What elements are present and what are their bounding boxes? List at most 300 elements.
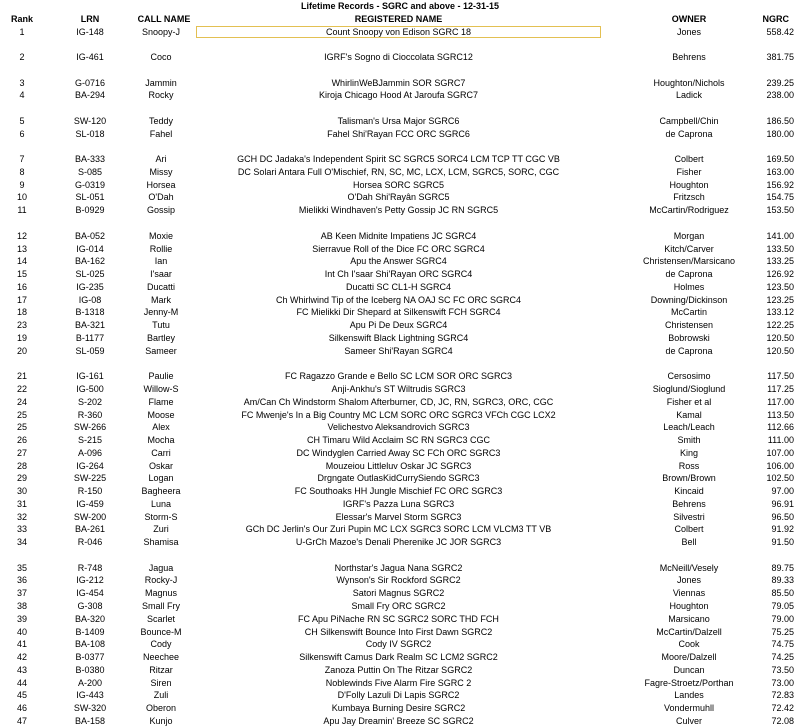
rank-cell[interactable]: 19 [16,332,27,343]
rank-cell[interactable]: 27 [16,447,27,458]
call-name-cell[interactable]: Kunjo [149,715,173,726]
call-name-cell[interactable]: Scarlet [146,613,175,624]
rank-cell[interactable]: 45 [16,690,27,701]
call-name-cell[interactable]: Storm-S [144,511,178,522]
call-name-cell[interactable]: I'saar [150,269,172,280]
lrn-cell[interactable]: SL-018 [75,128,105,139]
owner-cell[interactable]: Duncan [673,664,705,675]
registered-name-cell[interactable]: IGRF's Sogno di Cioccolata SGRC12 [324,52,473,63]
ngrc-cell[interactable]: 72.42 [771,703,794,714]
rank-cell[interactable]: 23 [16,320,27,331]
lrn-cell[interactable]: IG-161 [76,371,104,382]
call-name-cell[interactable]: Alex [152,422,170,433]
lrn-cell[interactable]: IG-454 [76,588,104,599]
ngrc-cell[interactable]: 180.00 [766,128,794,139]
owner-cell[interactable]: Fisher et al [666,396,712,407]
rank-cell[interactable]: 35 [16,562,27,573]
ngrc-cell[interactable]: 133.25 [766,256,794,267]
owner-cell[interactable]: Vondermuhll [663,703,715,714]
call-name-cell[interactable]: Missy [149,166,173,177]
record-row [0,677,800,690]
call-name-cell[interactable]: Small Fry [142,600,180,611]
ngrc-cell[interactable]: 74.75 [771,639,794,650]
lrn-cell[interactable]: IG-148 [76,26,104,37]
call-name-cell[interactable]: Mocha [147,435,175,446]
registered-name-cell[interactable]: O'Dah Shi'Rayân SGRC5 [347,192,450,203]
registered-name-cell[interactable]: Mouzeiou Littleluv Oskar JC SGRC3 [325,460,472,471]
rank-cell[interactable]: 39 [16,613,27,624]
owner-cell[interactable]: Jones [676,26,702,37]
owner-cell[interactable]: Houghton/Nichols [653,77,725,88]
call-name-cell[interactable]: Ari [155,154,167,165]
registered-name-cell[interactable]: Velichestvo Aleksandrovich SGRC3 [327,422,470,433]
ngrc-cell[interactable]: 75.25 [771,626,794,637]
ngrc-cell[interactable]: 117.50 [767,371,794,382]
lrn-cell[interactable]: BA-321 [74,320,106,331]
owner-cell[interactable]: McCartin/Dalzell [656,626,722,637]
owner-cell[interactable]: Campbell/Chin [659,115,719,126]
owner-cell[interactable]: Ladick [675,90,702,101]
call-name-cell[interactable]: Jammin [145,77,177,88]
rank-cell[interactable]: 32 [16,511,27,522]
ngrc-cell[interactable]: 89.33 [771,575,794,586]
owner-cell[interactable]: de Caprona [665,269,713,280]
lrn-cell[interactable]: SL-051 [75,192,105,203]
lrn-cell[interactable]: S-215 [77,435,103,446]
lrn-cell[interactable]: BA-333 [74,154,106,165]
registered-name-cell[interactable]: DC Solari Antara Full O'Mischief, RN, SC, MC, LCX, LCM, SGRC5, SORC, CGC [237,166,560,177]
call-name-cell[interactable]: Zuri [153,524,169,535]
owner-cell[interactable]: Culver [675,715,702,726]
owner-cell[interactable]: Fisher [676,166,702,177]
registered-name-cell[interactable]: Noblewinds Five Alarm Fire SGRC 2 [325,677,472,688]
owner-cell[interactable]: Behrens [672,498,706,509]
rank-cell[interactable]: 6 [19,128,25,139]
rank-cell[interactable]: 33 [16,524,27,535]
owner-cell[interactable]: Kitch/Carver [664,243,714,254]
ngrc-cell[interactable]: 111.00 [767,435,794,446]
lrn-cell[interactable]: BA-261 [74,524,106,535]
ngrc-cell[interactable]: 122.25 [766,320,794,331]
rank-cell[interactable]: 9 [19,179,25,190]
owner-cell[interactable]: Jones [676,575,702,586]
ngrc-cell[interactable]: 156.92 [766,179,794,190]
ngrc-cell[interactable]: 106.00 [766,460,794,471]
registered-name-cell[interactable]: Talisman's Ursa Major SGRC6 [337,115,460,126]
registered-name-cell[interactable]: Int Ch I'saar Shi'Rayan ORC SGRC4 [324,269,473,280]
rank-cell[interactable]: 25 [16,422,27,433]
ngrc-cell[interactable]: 72.08 [771,715,794,726]
lrn-cell[interactable]: B-0929 [75,205,105,216]
ngrc-cell[interactable]: 169.50 [766,154,794,165]
registered-name-cell[interactable]: Ch Whirlwind Tip of the Iceberg NA OAJ SC FC ORC SGRC4 [275,294,522,305]
call-name-cell[interactable]: Siren [150,677,172,688]
lrn-cell[interactable]: SW-266 [73,422,107,433]
owner-cell[interactable]: Christensen [664,320,714,331]
owner-cell[interactable]: Holmes [673,281,705,292]
owner-cell[interactable]: Viennas [672,588,706,599]
call-name-cell[interactable]: Fahel [149,128,173,139]
owner-cell[interactable]: Sioglund/Sioglund [652,383,726,394]
registered-name-cell[interactable]: FC Ragazzo Grande e Bello SC LCM SOR ORC SGRC3 [284,371,513,382]
owner-cell[interactable]: Morgan [673,230,705,241]
ngrc-cell[interactable]: 112.66 [767,422,794,433]
lrn-cell[interactable]: B-1177 [75,332,105,343]
ngrc-column-header: NGRC [762,13,789,24]
registered-name-cell[interactable]: Silkenswift Black Lightning SGRC4 [328,332,469,343]
registered-name-cell[interactable]: Fahel Shi'Rayan FCC ORC SGRC6 [327,128,470,139]
rank-cell[interactable]: 30 [16,486,27,497]
rank-cell[interactable]: 1 [19,26,25,37]
ngrc-cell[interactable]: 238.00 [766,90,794,101]
owner-cell[interactable]: Christensen/Marsicano [642,256,736,267]
rank-cell[interactable]: 38 [16,600,27,611]
sheet-title: Lifetime Records - SGRC and above - 12-31-15 [300,1,500,11]
rank-cell[interactable]: 25 [16,409,27,420]
lrn-cell[interactable]: IG-235 [76,281,104,292]
ngrc-cell[interactable]: 117.00 [767,396,794,407]
call-name-cell[interactable]: Magnus [144,588,178,599]
record-row [0,409,800,422]
rank-cell[interactable]: 5 [19,115,25,126]
registered-name-cell[interactable]: Ducatti SC CL1-H SGRC4 [345,281,452,292]
rank-cell[interactable]: 10 [16,192,27,203]
record-row [0,626,800,639]
lrn-cell[interactable]: BA-320 [74,613,106,624]
registered-name-cell[interactable]: Apu Jay Dreamin' Breeze SC SGRC2 [323,715,474,726]
ngrc-cell[interactable]: 163.00 [766,166,794,177]
registered-name-cell[interactable]: U-GrCh Mazoe's Denali Pherenike JC JOR SGRC3 [295,537,502,548]
lrn-cell[interactable]: IG-500 [76,383,104,394]
rank-cell[interactable]: 17 [16,294,27,305]
record-row [0,294,800,307]
ngrc-cell[interactable]: 91.50 [771,537,794,548]
call-name-cell[interactable]: Sameer [145,345,177,356]
rank-cell[interactable]: 4 [19,90,25,101]
ngrc-cell[interactable]: 79.00 [771,613,794,624]
owner-cell[interactable]: de Caprona [665,345,713,356]
lrn-cell[interactable]: R-046 [77,537,103,548]
registered-name-cell[interactable]: Wynson's Sir Rockford SGRC2 [336,575,461,586]
registered-name-cell[interactable]: Horsea SORC SGRC5 [352,179,445,190]
call-name-cell[interactable]: Paulie [148,371,174,382]
call-name-cell[interactable]: Bartley [146,332,175,343]
lrn-cell[interactable]: R-150 [77,486,103,497]
owner-cell[interactable]: Smith [677,435,701,446]
lrn-cell[interactable]: S-085 [77,166,103,177]
owner-cell[interactable]: Ross [678,460,700,471]
call-name-cell[interactable]: Moxie [148,230,173,241]
ngrc-cell[interactable]: 102.50 [766,473,794,484]
ngrc-cell[interactable]: 186.50 [766,115,794,126]
ngrc-cell[interactable]: 558.42 [766,26,794,37]
lrn-cell[interactable]: BA-052 [74,230,106,241]
lrn-cell[interactable]: G-308 [77,600,103,611]
registered-name-cell[interactable]: WhirlinWeBJammin SOR SGRC7 [331,77,466,88]
rank-cell[interactable]: 36 [16,575,27,586]
registered-name-cell[interactable]: GCh DC Jerlin's Our Zuri Pupin MC LCX SGRC3 SORC LCM VLCM3 TT VB [245,524,552,535]
registered-name-cell[interactable]: Small Fry ORC SGRC2 [351,600,446,611]
rank-cell[interactable]: 11 [17,205,27,216]
rank-cell[interactable]: 16 [16,281,27,292]
registered-name-cell[interactable]: Drgngate OutlasKidCurrySiendo SGRC3 [317,473,480,484]
call-name-cell[interactable]: Willow-S [143,383,179,394]
rank-cell[interactable]: 42 [16,652,27,663]
owner-cell[interactable]: Fritzsch [673,192,705,203]
registered-name-cell[interactable]: Apu the Answer SGRC4 [350,256,447,267]
lrn-cell[interactable]: B-1318 [75,307,105,318]
owner-cell[interactable]: Colbert [674,154,704,165]
call-name-cell[interactable]: O'Dah [148,192,174,203]
rank-cell[interactable]: 34 [16,537,27,548]
owner-cell[interactable]: McNeill/Vesely [659,562,719,573]
call-name-cell[interactable]: Flame [148,396,174,407]
rank-cell[interactable]: 20 [16,345,27,356]
lrn-cell[interactable]: IG-459 [76,498,104,509]
rank-cell[interactable]: 31 [16,498,27,509]
ngrc-cell[interactable]: 72.83 [771,690,794,701]
lrn-cell[interactable]: IG-461 [76,52,104,63]
ngrc-cell[interactable]: 120.50 [766,332,794,343]
call-name-cell[interactable]: Rollie [149,243,173,254]
lrn-cell[interactable]: BA-158 [74,715,106,726]
rank-cell[interactable]: 44 [16,677,27,688]
owner-cell[interactable]: Silvestri [673,511,705,522]
lrn-cell[interactable]: G-0716 [74,77,106,88]
lrn-cell[interactable]: IG-014 [76,243,104,254]
blank-row [0,140,800,153]
ngrc-cell[interactable]: 97.00 [771,486,794,497]
call-name-cell[interactable]: Coco [150,52,172,63]
rank-cell[interactable]: 13 [16,243,27,254]
owner-cell[interactable]: McCartin [670,307,707,318]
lrn-cell[interactable]: B-1409 [75,626,105,637]
owner-cell[interactable]: Bobrowski [668,332,710,343]
call-name-cell[interactable]: Rocky-J [144,575,178,586]
call-name-cell[interactable]: Horsea [146,179,176,190]
ngrc-cell[interactable]: 239.25 [766,77,794,88]
ngrc-cell[interactable]: 126.92 [766,269,794,280]
owner-cell[interactable]: Brown/Brown [662,473,716,484]
call-name-cell[interactable]: Bagheera [141,486,181,497]
call-name-cell[interactable]: Gossip [146,205,175,216]
rank-cell[interactable]: 26 [16,435,27,446]
owner-cell[interactable]: Kamal [676,409,702,420]
record-row [0,460,800,473]
ngrc-cell[interactable]: 85.50 [771,588,794,599]
rank-cell[interactable]: 37 [16,588,27,599]
registered-name-cell[interactable]: Anji-Ankhu's ST Wiltrudis SGRC3 [331,383,466,394]
ngrc-cell[interactable]: 154.75 [766,192,794,203]
registered-name-cell[interactable]: D'Folly Lazuli Di Lapis SGRC2 [337,690,460,701]
ngrc-cell[interactable]: 91.92 [771,524,794,535]
call-name-cell[interactable]: Ritzar [149,664,173,675]
ngrc-cell[interactable]: 96.50 [771,511,794,522]
call-name-cell[interactable]: Jenny-M [143,307,179,318]
lrn-cell[interactable]: A-200 [77,677,103,688]
lrn-cell[interactable]: R-748 [77,562,103,573]
registered-name-cell[interactable]: CH Silkenswift Bounce Into First Dawn SGRC2 [304,626,493,637]
ngrc-cell[interactable]: 381.75 [766,52,794,63]
owner-cell[interactable]: King [679,447,698,458]
registered-name-cell[interactable]: Zanoza Puttin On The Ritzar SGRC2 [324,664,473,675]
registered-name-cell[interactable]: DC Windyglen Carried Away SC FCh ORC SGRC3 [296,447,501,458]
owner-cell[interactable]: Marsicano [668,613,710,624]
registered-name-cell[interactable]: FC Apu PiNache RN SC SGRC2 SORC THD FCH [298,613,499,624]
call-name-cell[interactable]: Cody [150,639,172,650]
lrn-cell[interactable]: BA-162 [74,256,106,267]
call-name-cell[interactable]: Snoopy-J [141,26,181,37]
registered-name-cell[interactable]: Northstar's Jagua Nana SGRC2 [334,562,463,573]
owner-cell[interactable]: Bell [681,537,697,548]
registered-name-cell[interactable]: Satori Magnus SGRC2 [352,588,445,599]
call-name-cell[interactable]: Oskar [148,460,173,471]
ngrc-cell[interactable]: 73.00 [771,677,794,688]
call-name-cell[interactable]: Neechee [142,652,180,663]
ngrc-cell[interactable]: 141.00 [766,230,794,241]
ngrc-cell[interactable]: 79.05 [771,600,794,611]
ngrc-cell[interactable]: 89.75 [771,562,794,573]
lrn-cell[interactable]: SW-200 [73,511,107,522]
lrn-cell[interactable]: IG-08 [78,294,102,305]
registered-name-cell[interactable]: FC Southoaks HH Jungle Mischief FC ORC SGRC3 [294,486,503,497]
owner-cell[interactable]: Cersosimo [667,371,711,382]
ngrc-cell[interactable]: 117.25 [767,383,794,394]
owner-cell[interactable]: Moore/Dalzell [661,652,717,663]
ngrc-cell[interactable]: 153.50 [766,205,794,216]
registered-name-cell[interactable]: Sameer Shi'Rayan SGRC4 [344,345,453,356]
owner-cell[interactable]: Kincaid [674,486,704,497]
rank-cell[interactable]: 8 [19,166,25,177]
call-name-cell[interactable]: Zuli [153,690,169,701]
registered-name-cell[interactable]: CH Timaru Wild Acclaim SC RN SGRC3 CGC [306,435,491,446]
lrn-cell[interactable]: IG-443 [76,690,104,701]
owner-cell[interactable]: Cook [678,639,700,650]
lrn-cell[interactable]: SL-059 [75,345,105,356]
rank-cell[interactable]: 46 [16,703,27,714]
owner-cell[interactable]: McCartin/Rodriguez [649,205,729,216]
owner-cell[interactable]: Landes [674,690,704,701]
lrn-cell[interactable]: IG-212 [76,575,104,586]
record-row [0,77,800,90]
rank-cell[interactable]: 7 [19,154,25,165]
record-row [0,89,800,102]
registered-name-cell[interactable]: Elessar's Marvel Storm SGRC3 [335,511,462,522]
record-row [0,166,800,179]
rank-cell[interactable]: 47 [16,715,27,726]
call-name-cell[interactable]: Rocky [148,90,174,101]
rank-cell[interactable]: 22 [16,383,27,394]
call-name-cell[interactable]: Bounce-M [140,626,182,637]
rank-cell[interactable]: 14 [16,256,27,267]
owner-cell[interactable]: Behrens [672,52,706,63]
owner-cell[interactable]: de Caprona [665,128,713,139]
registered-name-cell[interactable]: Apu Pi De Deux SGRC4 [349,320,448,331]
ngrc-cell[interactable]: 73.50 [771,664,794,675]
owner-column-header: OWNER [671,13,707,24]
lrn-cell[interactable]: SW-120 [73,115,107,126]
call-name-cell[interactable]: Jagua [148,562,174,573]
owner-cell[interactable]: Colbert [674,524,704,535]
ngrc-cell[interactable]: 96.91 [771,498,794,509]
lrn-cell[interactable]: S-202 [77,396,103,407]
registered-name-cell[interactable]: Sierravue Roll of the Dice FC ORC SGRC4 [312,243,485,254]
ngrc-cell[interactable]: 120.50 [766,345,794,356]
lrn-cell[interactable]: B-0380 [75,664,105,675]
call-name-cell[interactable]: Oberon [145,703,177,714]
registered-name-cell[interactable]: AB Keen Midnite Impatiens JC SGRC4 [320,230,477,241]
ngrc-cell[interactable]: 74.25 [771,652,794,663]
owner-cell[interactable]: Houghton [669,179,709,190]
registered-name-cell[interactable]: Kumbaya Burning Desire SGRC2 [331,703,466,714]
call-name-cell[interactable]: Moose [147,409,175,420]
lrn-cell[interactable]: SW-225 [73,473,107,484]
lrn-cell[interactable]: A-096 [77,447,103,458]
owner-cell[interactable]: Houghton [669,600,709,611]
ngrc-cell[interactable]: 113.50 [767,409,794,420]
lrn-cell[interactable]: BA-294 [74,90,106,101]
owner-cell[interactable]: Fagre-Stroetz/Porthan [644,677,734,688]
registered-name-cell[interactable]: IGRF's Pazza Luna SGRC3 [342,498,455,509]
rank-cell[interactable]: 3 [19,77,25,88]
rank-cell[interactable]: 43 [16,664,27,675]
selected-registered-name-cell[interactable]: Count Snoopy von Edison SGRC 18 [196,26,601,39]
rank-cell[interactable]: 28 [16,460,27,471]
lrn-cell[interactable]: B-0377 [75,652,105,663]
registered-name-cell[interactable]: Kiroja Chicago Hood At Jaroufa SGRC7 [318,90,479,101]
rank-cell[interactable]: 2 [19,52,25,63]
registered-name-cell[interactable]: Mielikki Windhaven's Petty Gossip JC RN SGRC5 [298,205,499,216]
rank-cell[interactable]: 15 [16,269,27,280]
registered-name-cell[interactable]: GCH DC Jadaka's Independent Spirit SC SGRC5 SORC4 LCM TCP TT CGC VB [237,154,560,165]
rank-cell[interactable]: 24 [16,396,27,407]
ngrc-cell[interactable]: 123.25 [766,294,794,305]
ngrc-cell[interactable]: 123.50 [766,281,794,292]
rank-cell[interactable]: 21 [16,371,27,382]
ngrc-cell[interactable]: 107.00 [766,447,794,458]
ngrc-cell[interactable]: 133.50 [766,243,794,254]
lrn-cell[interactable]: G-0319 [74,179,106,190]
rank-cell[interactable]: 18 [16,307,27,318]
rank-cell[interactable]: 29 [16,473,27,484]
call-name-cell[interactable]: Ian [154,256,168,267]
call-name-cell[interactable]: Tutu [152,320,170,331]
registered-name-cell[interactable]: Cody IV SGRC2 [365,639,432,650]
owner-cell[interactable]: Downing/Dickinson [650,294,728,305]
owner-cell[interactable]: Leach/Leach [663,422,715,433]
registered-name-cell[interactable]: FC Mwenje's In a Big Country MC LCM SORC ORC SGRC3 VFCh CGC LCX2 [241,409,556,420]
lrn-cell[interactable]: BA-108 [74,639,106,650]
call-name-cell[interactable]: Logan [148,473,174,484]
rank-cell[interactable]: 41 [16,639,27,650]
lrn-cell[interactable]: SL-025 [75,269,105,280]
registered-name-cell[interactable]: Silkenswift Camus Dark Realm SC LCM2 SGRC2 [299,652,498,663]
ngrc-cell[interactable]: 133.12 [766,307,794,318]
lrn-cell[interactable]: IG-264 [76,460,104,471]
call-name-cell[interactable]: Mark [151,294,171,305]
lrn-cell[interactable]: R-360 [77,409,103,420]
registered-name-cell[interactable]: Am/Can Ch Windstorm Shalom Afterburner, CD, JC, RN, SGRC3, ORC, CGC [243,396,554,407]
call-name-cell[interactable]: Shamisa [143,537,179,548]
call-name-cell[interactable]: Ducatti [146,281,175,292]
rank-cell[interactable]: 40 [16,626,27,637]
rank-cell[interactable]: 12 [16,230,27,241]
registered-name-cell[interactable]: FC Mielikki Dir Shepard at Silkenswift FCH SGRC4 [296,307,501,318]
call-name-cell[interactable]: Luna [150,498,172,509]
call-name-cell[interactable]: Carri [151,447,171,458]
call-name-cell[interactable]: Teddy [148,115,174,126]
lrn-cell[interactable]: SW-320 [73,703,107,714]
